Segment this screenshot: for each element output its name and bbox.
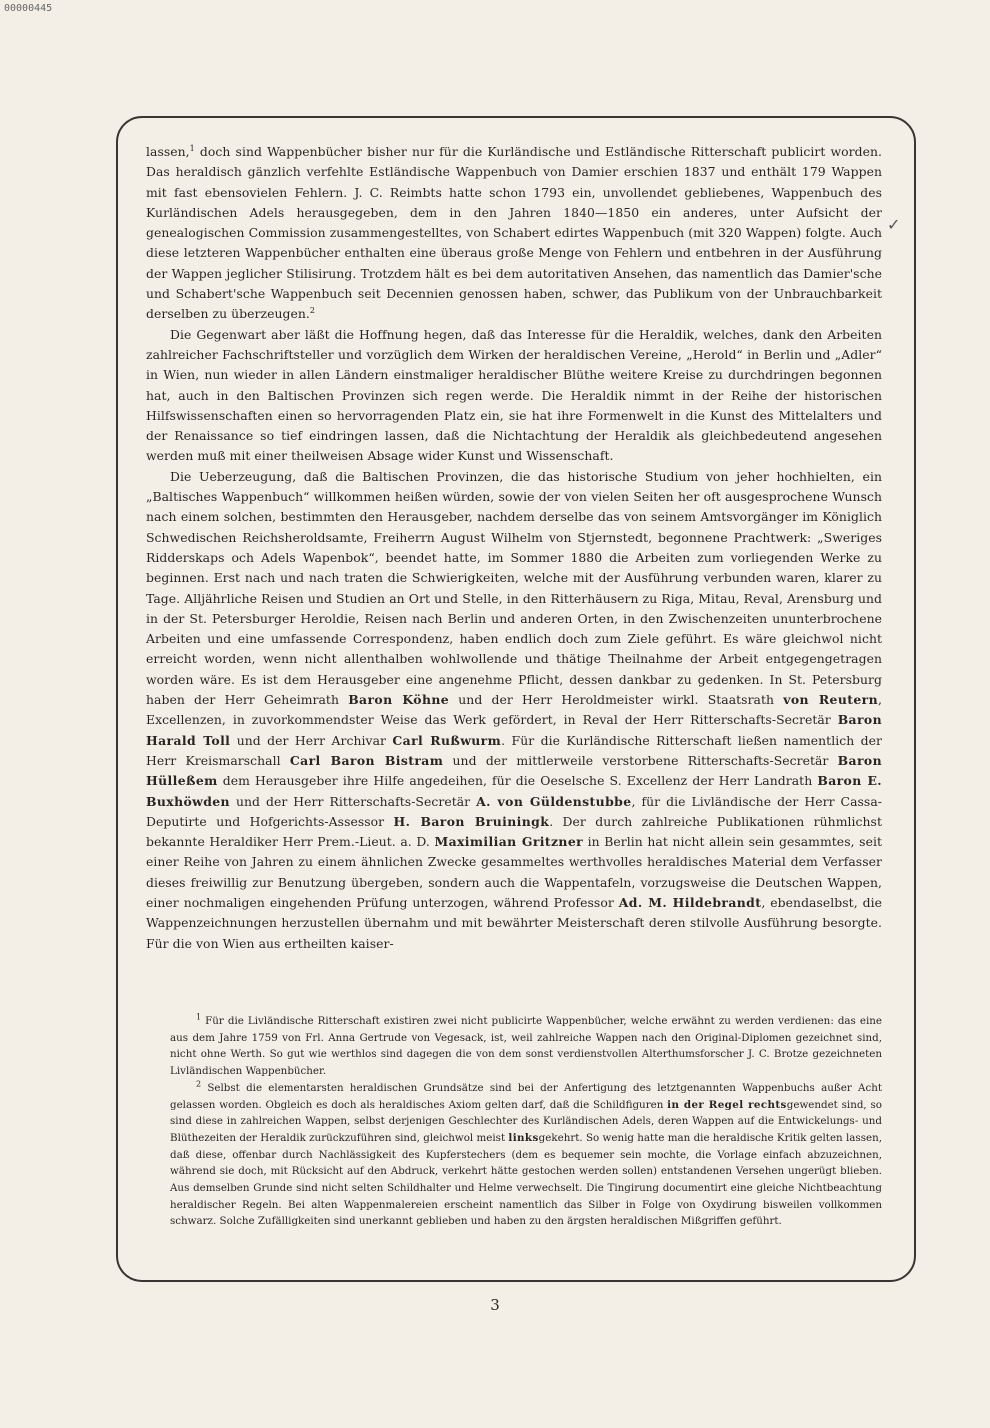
text-run: Die Ueberzeugung, daß die Baltischen Provinzen, die das historische Studium von jeher hochhielten, ein „Baltisches Wappenbuch“ willkommen heißen würden, sowie der von vielen Seiten her oft ausgesprochene Wunsch nach einem solchen, bestimmten den Herausgeber, nachdem derselbe das von seinem Amtsvorgänger im Königlich Schwedischen Reichsheroldsamte, Freiherrn August Wilhelm von Stjernstedt, begonnene Prachtwerk: „Sweriges Ridderskaps och Adels Wapenbok“, beendet hatte, im Sommer 1880 die Arbeiten zum vorliegenden Werke zu beginnen. Erst nach und nach traten die Schwierigkeiten, welche mit der Ausführung verbunden waren, klarer zu Tage. Alljährliche Reisen und Studien an Ort und Stelle, in den Ritterhäusern zu Riga, Mitau, Reval, Arensburg und in der St. Petersburger Heroldie, Reisen nach Berlin und anderen Orten, in den Zwischenzeiten ununterbrochene Arbeiten und eine umfassende Correspondenz, haben endlich doch zum Ziele geführt. Es wäre gleichwol nicht erreicht worden, wenn nicht allenthalben wohlwollende und thätige Theilnahme der Arbeit entgegengetragen worden wäre. Es ist dem Herausgeber eine angenehme Pflicht, dessen dankbar zu gedenken. In St. Petersburg haben der Herr Geheimrath [146, 468, 882, 708]
footnote-marker: 1 [196, 1012, 202, 1022]
text-run: , ebendaselbst, die Wappenzeichnungen herzustellen übernahm und mit bewährter Meisterschaft deren stilvolle Ausführung besorgte. Für die von Wien aus ertheilten kaiser- [146, 894, 882, 951]
text-run: gekehrt. So wenig hatte man die heraldische Kritik gelten lassen, daß diese, offenbar durch Nachlässigkeit des Kupferstechers (dem es bequemer sein mochte, die Vorlage einfach abzuzeichnen, während sie doch, mit Rücksicht auf den Abdruck, verkehrt hätte gestochen werden sollen) entstandenen Versehen ungerügt blieben. Aus demselben Grunde sind nicht selten Schildhalter und Helme verwechselt. Die Tingirung documentirt eine gleiche Nichtbeachtung heraldischer Regeln. Bei alten Wappenmalereien erscheint namentlich das Silber in Folge von Oxydirung bisweilen vollkommen schwarz. Solche Zufälligkeiten sind unerkannt geblieben und haben zu den ärgsten heraldischen Mißgriffen geführt. [170, 1131, 882, 1228]
person-name: von Reutern [783, 692, 878, 708]
text-run: Selbst die elementarsten heraldischen Grundsätze sind bei der Anfertigung des letztgenannten Wappenbuchs außer Acht gelassen worden. Obgleich es doch als heraldisches Axiom gelten darf, daß die Schildfiguren [170, 1081, 882, 1111]
text-run: , für die Livländische der Herr Cassa-Deputirte und Hofgerichts-Assessor [146, 793, 883, 829]
text-run: und der Herr Ritterschafts-Secretär [229, 793, 477, 809]
text-run: lassen, [146, 144, 190, 159]
person-name: in der Regel rechts [667, 1098, 787, 1111]
footnote-marker: 2 [309, 306, 316, 316]
person-name: Carl Baron Bistram [289, 752, 444, 768]
text-run: und der Herr Heroldmeister wirkl. Staatsrath [449, 692, 784, 708]
text-run: , Excellenzen, in zuvorkommendster Weise das Werk gefördert, in Reval der Herr Ritterschafts-Secretär [146, 692, 882, 728]
paragraph [146, 142, 882, 325]
page-number: 3 [490, 1296, 500, 1314]
person-name: Maximilian Gritzner [434, 834, 584, 850]
footnote-marker: 1 [189, 143, 195, 153]
text-run: und der mittlerweile verstorbene Ritterschafts-Secretär [443, 752, 838, 768]
checkmark-icon: ✓ [887, 215, 901, 234]
footnotes [170, 1013, 882, 1230]
footnote-marker: 2 [196, 1079, 202, 1089]
person-name: H. Baron Bruiningk [393, 813, 550, 829]
text-run: Für die Livländische Ritterschaft existiren zwei nicht publicirte Wappenbücher, welche erwähnt zu werden verdienen: das eine aus dem Jahre 1759 von Frl. Anna Gertrude von Vegesack, ist, weil zahlreiche Wappen nach den Original-Diplomen gezeichnet sind, nicht ohne Werth. So gut wie werthlos sind dagegen die von dem sonst verdienstvollen Alterthumsforscher J. C. Brotze gezeichneten Livländischen Wappenbücher. [170, 1015, 882, 1078]
footnote [170, 1013, 882, 1080]
text-run: dem Herausgeber ihre Hilfe angedeihen, für die Oeselsche S. Excellenz der Herr Landrath [217, 773, 818, 789]
body-text [146, 142, 882, 954]
person-name: Baron Köhne [348, 692, 450, 708]
paragraph [146, 325, 882, 467]
text-run: . Für die Kurländische Ritterschaft ließen namentlich der Herr Kreismarschall [146, 732, 882, 768]
text-run: und der Herr Archivar [230, 732, 393, 748]
person-name: Carl Rußwurm [392, 732, 502, 748]
person-name: Baron Hülleßem [146, 752, 882, 789]
scan-id: 00000445 [4, 3, 53, 14]
text-run: doch sind Wappenbücher bisher nur für die Kurländische und Estländische Ritterschaft publicirt worden. Das heraldisch gänzlich verfehlte Estländische Wappenbuch von Damier erschien 1837 und enthält 179 Wappen mit fast ebensovielen Fehlern. J. C. Reimbts hatte schon 1793 ein, unvollendet gebliebenes, Wappenbuch des Kurländischen Adels herausgegeben, dem in den Jahren 1840—1850 ein anderes, unter Aufsicht der genealogischen Commission zusammengestelltes, von Schabert edirtes Wappenbuch (mit 320 Wappen) folgte. Auch diese letzteren Wappenbücher enthalten eine überaus große Menge von Fehlern und entbehren in der Ausführung der Wappen jeglicher Stilisirung. Trotzdem hält es bei dem autoritativen Ansehen, das namentlich das Damier'sche und Schabert'sche Wappenbuch seit Decennien genossen haben, schwer, das Publikum von der Unbrauchbarkeit derselben zu überzeugen. [146, 144, 882, 322]
person-name: Ad. M. Hildebrandt [618, 894, 762, 910]
person-name: links [508, 1131, 539, 1144]
footnote [170, 1080, 882, 1230]
paragraph [146, 467, 882, 954]
person-name: Baron Harald Toll [146, 712, 882, 748]
text-run: gewendet sind, so sind diese in zahlreichen Wappen, selbst derjenigen Geschlechter des Kurländischen Adels, deren Wappen auf die Entwickelungs- und Blüthezeiten der Heraldik zurückzuführen sind, gleichwol meist [170, 1098, 882, 1144]
text-run: in Berlin hat nicht allein sein gesammtes, seit einer Reihe von Jahren zu einem ähnlichen Zwecke gesammeltes werthvolles heraldisches Material dem Verfasser dieses freiwillig zur Benutzung übergeben, sondern auch die Wappentafeln, vorzugsweise die Deutschen Wappen, einer nochmaligen eingehenden Prüfung unterzogen, während Professor [146, 834, 882, 910]
person-name: A. von Güldenstubbe [476, 793, 632, 809]
text-run: . Der durch zahlreiche Publikationen rühmlichst bekannte Heraldiker Herr Prem.-Lieut. a. D. [146, 813, 882, 850]
text-run: Die Gegenwart aber läßt die Hoffnung hegen, daß das Interesse für die Heraldik, welches, dank den Arbeiten zahlreicher Fachschriftsteller und vorzüglich dem Wirken der heraldischen Vereine, „Herold“ in Berlin und „Adler“ in Wien, nun wieder in allen Ländern einstmaliger heraldischer Blüthe weitere Kreise zu durchdringen begonnen hat, auch in den Baltischen Provinzen sich regen werde. Die Heraldik nimmt in der Reihe der historischen Hilfswissenschaften einen so hervorragenden Platz ein, sie hat ihre Formenwelt in die Kunst des Mittelalters und der Renaissance so tief eindringen lassen, daß die Nichtachtung der Heraldik als gleichbedeutend angesehen werden muß mit einer theilweisen Absage wider Kunst und Wissenschaft. [146, 326, 882, 464]
person-name: Baron E. Buxhöwden [146, 773, 883, 809]
